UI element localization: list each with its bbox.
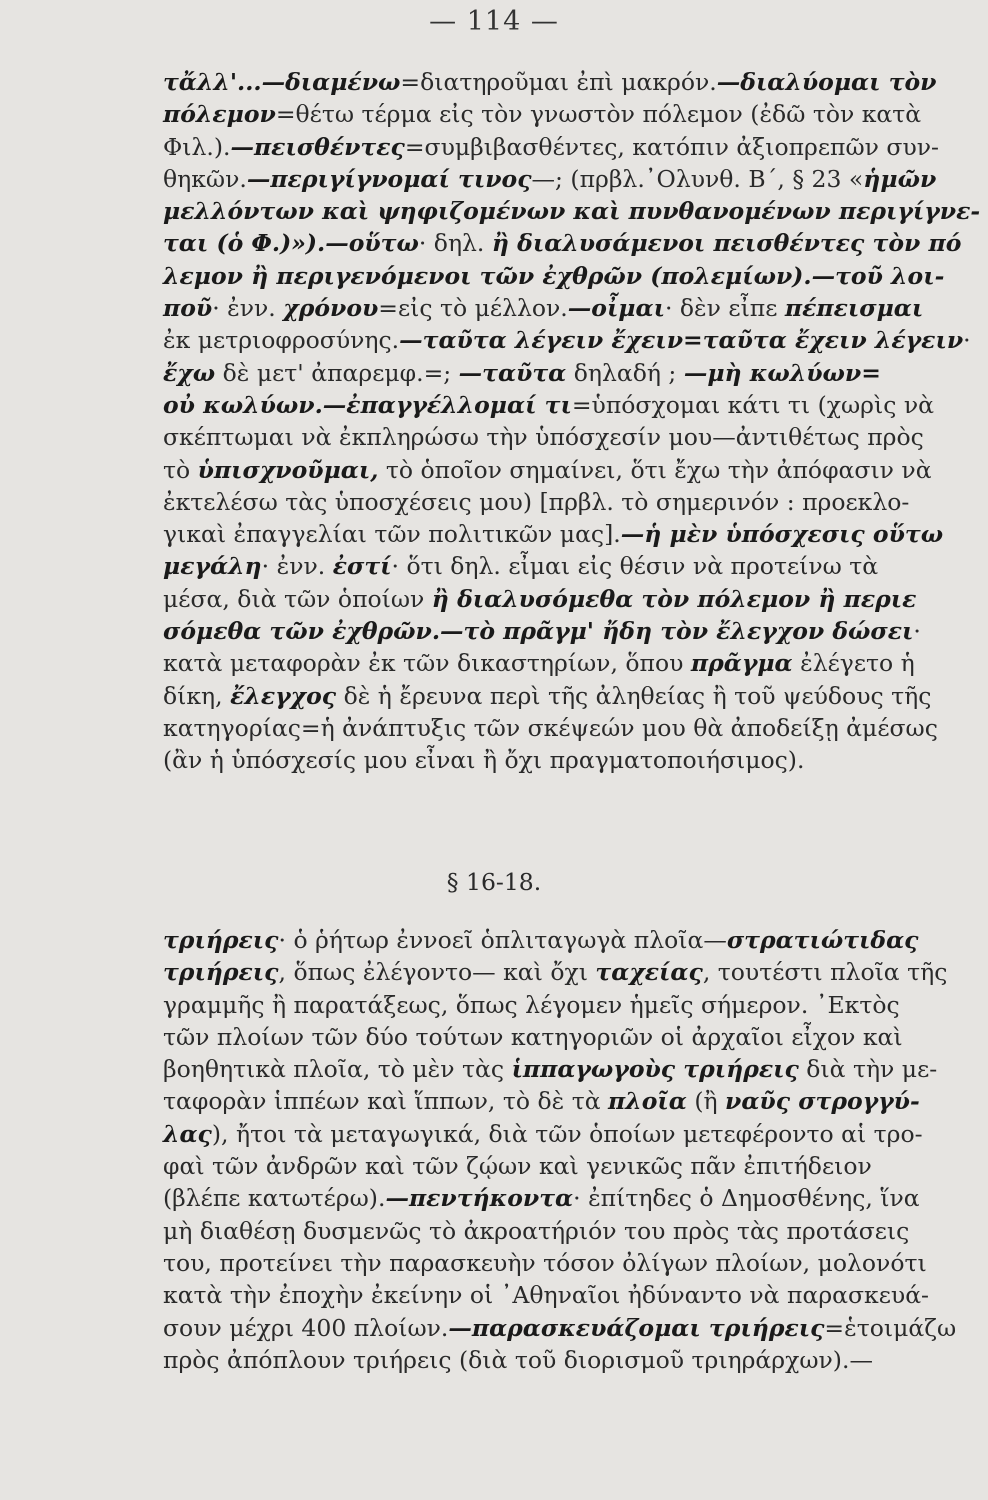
text-line <box>163 1053 938 1085</box>
text-line <box>163 647 933 679</box>
lemma-term: —οἶμαι <box>567 294 665 323</box>
gloss-text: · δὲν εἶπε <box>664 294 785 323</box>
gloss-text: —; (πρβλ.᾿Ολυνθ. Β΄, § 23 « <box>531 164 864 193</box>
lemma-term: τἄλλ'...—διαμένω <box>163 68 401 96</box>
gloss-text: · ὁ ῥήτωρ ἐννοεῖ ὁπλιταγωγὰ πλοῖα— <box>278 926 727 954</box>
lemma-term: τριήρεις <box>163 926 279 954</box>
text-line <box>163 421 933 453</box>
gloss-text: =θέτω τέρμα εἰς τὸν γνωστὸν πόλεμον (ἐδῶ τὸν κατὰ <box>275 100 922 129</box>
gloss-text: ταφορὰν ἱππέων καὶ ἵππων, τὸ δὲ τὰ <box>163 1087 609 1116</box>
text-line <box>163 680 933 712</box>
lemma-term: —ταῦτα λέγειν ἔχειν=ταῦτα ἔχειν λέγειν <box>399 326 964 355</box>
lemma-term: σόμεθα τῶν ἐχθρῶν. <box>163 617 441 646</box>
gloss-text: ἐκτελέσω τὰς ὑποσχέσεις μου) [πρβλ. τὸ σημερινόν : προεκλο- <box>163 487 910 516</box>
lemma-term: —ἡ μὲν ὑπόσχεσις οὕτω <box>620 520 944 549</box>
gloss-text: ), ἤτοι τὰ μεταγωγικά, διὰ τῶν ὁποίων μετεφέροντο αἱ τρο- <box>211 1119 923 1148</box>
lemma-term: ποῦ <box>163 294 213 323</box>
lemma-term: πέπεισμαι <box>784 294 924 323</box>
commentary-block-1 <box>163 66 981 777</box>
text-line <box>163 1182 933 1214</box>
gloss-text: · δηλ. <box>418 229 492 258</box>
gloss-text: κατὰ μεταφορὰν ἐκ τῶν δικαστηρίων, ὅπου <box>163 649 691 678</box>
text-line <box>163 324 971 356</box>
gloss-text: · ἐπίτηδες ὁ Δημοσθένης, ἵνα <box>573 1184 920 1213</box>
gloss-text: κατὰ τὴν ἐποχὴν ἐκείνην οἱ ᾿Αθηναῖοι ἠδύναντο νὰ παρασκευά- <box>163 1281 929 1310</box>
lemma-term: λεμον ἢ περιγενόμενοι τῶν ἐχθρῶν (πολεμίων). <box>163 261 812 290</box>
lemma-term: στρατιώτιδας <box>726 926 919 954</box>
gloss-text: διὰ τὴν με- <box>798 1055 938 1084</box>
gloss-text: · ὅτι δηλ. εἶμαι εἰς θέσιν νὰ προτείνω τὰ <box>391 552 879 581</box>
gloss-text: δηλαδή ; <box>566 358 684 387</box>
lemma-term: οὐ κωλύων. <box>163 390 323 419</box>
lemma-term: —τὸ πρᾶγμ' ἤδη τὸν ἔλεγχον δώσει <box>440 617 914 646</box>
text-line <box>163 1247 933 1279</box>
lemma-term: —περιγίγνομαί τινος <box>246 164 532 193</box>
gloss-text: =εἰς τὸ μέλλον. <box>378 294 568 323</box>
gloss-text: =διατηροῦμαι ἐπὶ μακρόν. <box>400 68 717 96</box>
gloss-text: δὲ μετ' ἀπαρεμφ.=; <box>215 358 459 387</box>
gloss-text: γικαὶ ἐπαγγελίαι τῶν πολιτικῶν μας]. <box>163 520 621 549</box>
lemma-term: ἢ διαλυσάμενοι πεισθέντες τὸν πό <box>491 229 962 258</box>
gloss-text: · <box>913 617 921 646</box>
gloss-text: , τουτέστι πλοῖα τῆς <box>702 958 948 987</box>
text-line <box>163 163 937 195</box>
gloss-text: θηκῶν. <box>163 164 247 193</box>
gloss-text: σκέπτωμαι νὰ ἐκπληρώσω τὴν ὑπόσχεσίν μου—ἀντιθέτως πρὸς <box>163 423 924 452</box>
lemma-term: ἐστί <box>332 552 392 581</box>
text-line <box>163 195 981 227</box>
lemma-term: ται (ὁ Φ.)»). <box>163 229 326 258</box>
commentary-block-2 <box>163 924 957 1376</box>
text-line <box>163 1021 933 1053</box>
lemma-term: πρᾶγμα <box>690 649 793 678</box>
text-line <box>163 550 933 582</box>
text-line <box>163 1085 933 1117</box>
text-line <box>163 744 933 776</box>
gloss-text: =συμβιβασθέντες, κατόπιν ἀξιοπρεπῶν συν- <box>404 132 939 161</box>
page-number: — 114 — <box>429 6 559 37</box>
text-line <box>163 66 937 98</box>
text-line <box>163 486 933 518</box>
gloss-text: σουν μέχρι 400 πλοίων. <box>163 1313 449 1342</box>
lemma-term: πλοῖα <box>608 1087 687 1116</box>
gloss-text: , ὅπως ἐλέγοντο— καὶ ὄχι <box>278 958 596 987</box>
lemma-term: ἡμῶν <box>863 164 937 193</box>
text-line <box>163 357 933 389</box>
lemma-term: —διαλύομαι τὸν <box>716 68 937 96</box>
lemma-term: —πεισθέντες <box>230 132 405 161</box>
text-line <box>163 389 933 421</box>
lemma-term: μελλόντων καὶ ψηφιζομένων καὶ πυνθανομένων περιγίγνε- <box>163 197 981 226</box>
lemma-term: ἢ διαλυσόμεθα τὸν πόλεμον ἢ περιε <box>431 584 917 613</box>
text-line <box>163 583 933 615</box>
gloss-text: κατηγορίας=ἡ ἀνάπτυξις τῶν σκέψεών μου θὰ ἀποδείξῃ ἀμέσως <box>163 713 938 742</box>
text-line <box>163 227 962 259</box>
text-line <box>163 131 939 163</box>
gloss-text: δὲ ἡ ἔρευνα περὶ τῆς ἀληθείας ἢ τοῦ ψεύδους τῆς <box>336 681 932 710</box>
lemma-term: —πεντήκοντα <box>385 1184 574 1213</box>
lemma-term: μεγάλη <box>163 552 262 581</box>
gloss-text: δίκη, <box>163 681 231 710</box>
gloss-text: (βλέπε κατωτέρω). <box>163 1184 386 1213</box>
gloss-text: =ὑπόσχομαι κάτι τι (χωρὶς νὰ <box>571 390 934 419</box>
lemma-term: τριήρεις <box>163 958 279 987</box>
lemma-term: —ἐπαγγέλλομαί τι <box>322 390 572 419</box>
lemma-term: ἱππαγωγοὺς τριήρεις <box>511 1055 799 1084</box>
lemma-term: —τοῦ λοι- <box>811 261 945 290</box>
text-line <box>163 518 944 550</box>
lemma-term: —παρασκευάζομαι τριήρεις <box>448 1313 825 1342</box>
lemma-term: ναῦς στρογγύ- <box>725 1087 920 1116</box>
lemma-term: —μὴ κωλύων= <box>683 358 881 387</box>
text-line <box>163 1150 933 1182</box>
gloss-text: τὸ <box>163 455 198 484</box>
gloss-text: ἐκ μετριοφροσύνης. <box>163 326 400 355</box>
text-line <box>163 924 933 956</box>
text-line <box>163 1279 933 1311</box>
text-line <box>163 956 948 988</box>
lemma-term: ταχείας <box>595 958 703 987</box>
gloss-text: · <box>963 326 971 355</box>
text-line <box>163 260 945 292</box>
text-line <box>163 1118 933 1150</box>
gloss-text: · ἐνν. <box>261 552 333 581</box>
gloss-text: του, προτείνει τὴν παρασκευὴν τόσον ὀλίγων πλοίων, μολονότι <box>163 1248 927 1277</box>
gloss-text: =ἑτοιμάζω <box>824 1313 957 1342</box>
text-line <box>163 454 933 486</box>
gloss-text: μὴ διαθέσῃ δυσμενῶς τὸ ἀκροατήριόν του πρὸς τὰς προτάσεις <box>163 1216 910 1245</box>
lemma-term: ὑπισχνοῦμαι, <box>197 455 379 484</box>
gloss-text: βοηθητικὰ πλοῖα, τὸ μὲν τὰς <box>163 1055 512 1084</box>
gloss-text: γραμμῆς ἢ παρατάξεως, ὅπως λέγομεν ἡμεῖς σήμερον. ᾿Εκτὸς <box>163 990 900 1019</box>
gloss-text: πρὸς ἀπόπλουν τριήρεις (διὰ τοῦ διορισμοῦ τριηράρχων).— <box>163 1345 873 1374</box>
text-line <box>163 1215 933 1247</box>
lemma-term: ἔλεγχος <box>230 681 337 710</box>
gloss-text: (ἢ <box>686 1087 726 1116</box>
text-line <box>163 989 933 1021</box>
text-line <box>163 1344 933 1376</box>
lemma-term: —ταῦτα <box>458 358 567 387</box>
lemma-term: ἔχω <box>163 358 216 387</box>
text-line <box>163 98 933 130</box>
lemma-term: —οὕτω <box>325 229 419 258</box>
gloss-text: ἐλέγετο ἡ <box>792 649 915 678</box>
text-line <box>163 712 938 744</box>
gloss-text: Φιλ.). <box>163 132 231 161</box>
gloss-text: φαὶ τῶν ἀνδρῶν καὶ τῶν ζῴων καὶ γενικῶς πᾶν ἐπιτήδειον <box>163 1152 872 1181</box>
gloss-text: μέσα, διὰ τῶν ὁποίων <box>163 584 432 613</box>
lemma-term: χρόνου <box>283 294 379 323</box>
lemma-term: πόλεμον <box>163 100 276 129</box>
text-line <box>163 1312 957 1344</box>
text-line <box>163 292 933 324</box>
text-line <box>163 615 933 647</box>
section-heading: § 16-18. <box>446 868 542 896</box>
gloss-text: τῶν πλοίων τῶν δύο τούτων κατηγοριῶν οἱ ἀρχαῖοι εἶχον καὶ <box>163 1022 903 1051</box>
gloss-text: · ἐνν. <box>212 294 284 323</box>
gloss-text: (ἂν ἡ ὑπόσχεσίς μου εἶναι ἢ ὄχι πραγματοποιήσιμος). <box>163 746 805 775</box>
gloss-text: τὸ ὁποῖον σημαίνει, ὅτι ἔχω τὴν ἀπόφασιν νὰ <box>378 455 932 484</box>
lemma-term: λας <box>163 1119 212 1148</box>
